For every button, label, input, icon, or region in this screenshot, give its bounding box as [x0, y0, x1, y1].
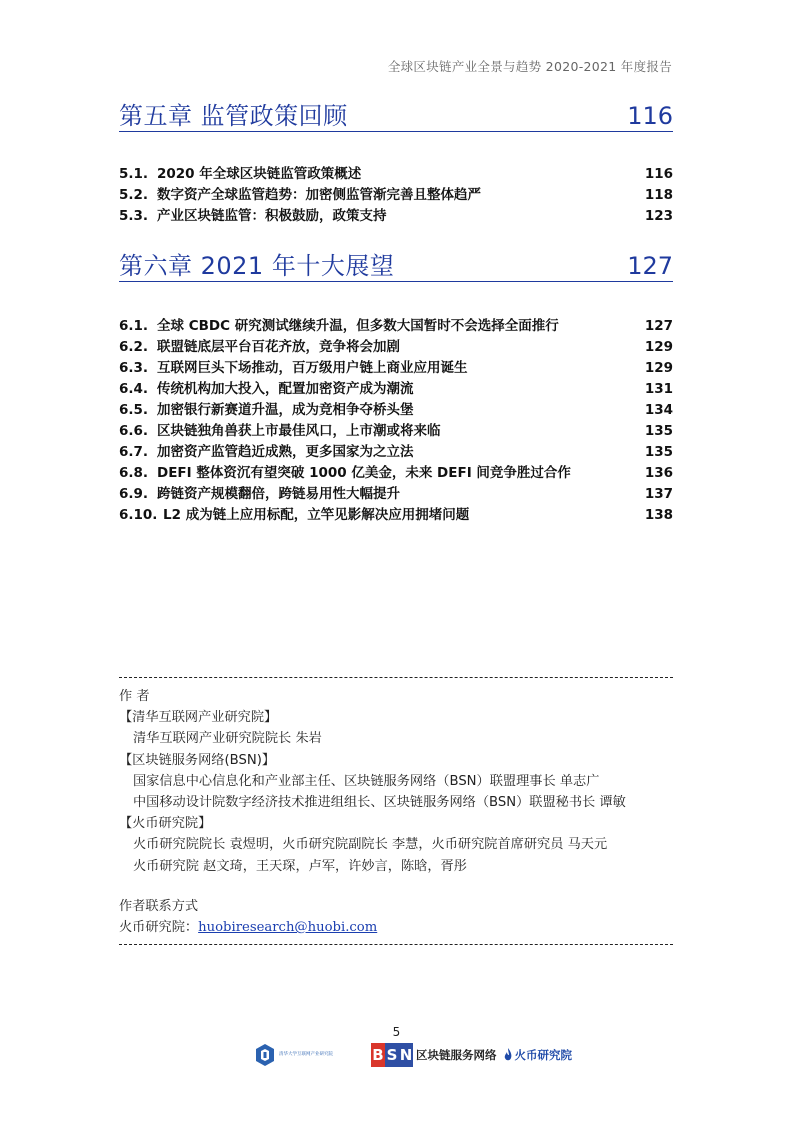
entry-number: 6.9. [119, 486, 149, 502]
entry-title: 加密资产监管趋近成熟，更多国家为之立法 [157, 444, 414, 460]
toc-section-list-5 [119, 162, 673, 225]
entry-number: 6.6. [119, 423, 149, 439]
bsn-logo [371, 1043, 497, 1067]
entry-title: 互联网巨头下场推动，百万级用户链上商业应用诞生 [157, 360, 468, 376]
entry-number: 6.3. [119, 360, 149, 376]
org-name: 【区块链服务网络(BSN)】 [119, 752, 276, 768]
huobi-logo [503, 1047, 573, 1063]
entry-title: 跨链资产规模翻倍，跨链易用性大幅提升 [157, 486, 400, 502]
toc-entry[interactable] [119, 398, 673, 419]
bsn-letter: B [371, 1043, 385, 1067]
tsinghua-emblem-icon [255, 1043, 275, 1067]
contact-heading: 作者联系方式 [119, 899, 199, 914]
entry-number: 6.5. [119, 402, 149, 418]
entry-title: 联盟链底层平台百花齐放，竞争将会加剧 [157, 339, 400, 355]
entry-number: 6.4. [119, 381, 149, 397]
authors-heading: 作 者 [119, 689, 150, 704]
page-number: 5 [392, 1025, 401, 1039]
toc-entry[interactable] [119, 503, 673, 524]
entry-title: 传统机构加大投入，配置加密资产成为潮流 [157, 381, 414, 397]
entry-number: 6.2. [119, 339, 149, 355]
entry-number: 6.1. [119, 318, 149, 334]
contact-block [119, 896, 377, 938]
toc-entry[interactable] [119, 377, 673, 398]
chapter-title: 第六章 2021 年十大展望 [119, 252, 395, 280]
toc-entry[interactable] [119, 356, 673, 377]
footer-logos [255, 1040, 572, 1070]
toc-entry[interactable] [119, 204, 673, 225]
running-header: 全球区块链产业全景与趋势 2020-2021 年度报告 [387, 59, 672, 74]
member-line: 清华互联网产业研究院院长 朱岩 [133, 731, 322, 747]
entry-page: 129 [644, 360, 673, 376]
chapter-page: 116 [627, 102, 673, 130]
chapter-title: 第五章 监管政策回顾 [119, 102, 348, 130]
member-line: 火币研究院 赵文琦，王天琛，卢军，许妙言，陈晗，胥彤 [133, 858, 467, 874]
entry-number: 5.3. [119, 208, 149, 224]
org-name: 【清华互联网产业研究院】 [119, 710, 278, 726]
entry-title: 加密银行新赛道升温，成为竞相争夺桥头堡 [157, 402, 414, 418]
entry-title: 产业区块链监管：积极鼓励，政策支持 [157, 208, 387, 224]
contact-label: 火币研究院： [119, 920, 199, 935]
toc-entry[interactable] [119, 335, 673, 356]
toc-entry[interactable] [119, 440, 673, 461]
email-link[interactable]: huobiresearch@huobi.com [198, 920, 378, 935]
entry-page: 138 [644, 507, 673, 523]
toc-section-list-6 [119, 314, 673, 524]
toc-chapter-6[interactable] [119, 247, 673, 282]
toc-entry[interactable] [119, 183, 673, 204]
entry-title: 2020 年全球区块链监管政策概述 [157, 166, 362, 182]
authors-block [119, 686, 679, 877]
bsn-label: 区块链服务网络 [416, 1048, 497, 1062]
entry-page: 116 [644, 166, 673, 182]
entry-page: 135 [644, 444, 673, 460]
bsn-mark-icon [371, 1043, 413, 1067]
tsinghua-logo-text: 清华大学互联网产业研究院 [279, 1052, 333, 1057]
entry-page: 131 [644, 381, 673, 397]
entry-title: L2 成为链上应用标配，立竿见影解决应用拥堵问题 [163, 507, 470, 523]
toc-entry[interactable] [119, 461, 673, 482]
divider-top [119, 677, 673, 678]
entry-number: 6.7. [119, 444, 149, 460]
huobi-flame-icon [503, 1048, 513, 1062]
entry-page: 118 [644, 187, 673, 203]
entry-title: DEFI 整体资沉有望突破 1000 亿美金，未来 DEFI 间竞争胜过合作 [157, 465, 571, 481]
toc-entry[interactable] [119, 482, 673, 503]
entry-page: 136 [644, 465, 673, 481]
entry-page: 123 [644, 208, 673, 224]
member-line: 火币研究院院长 袁煜明，火币研究院副院长 李慧，火币研究院首席研究员 马天元 [133, 837, 608, 853]
member-line: 中国移动设计院数字经济技术推进组组长、区块链服务网络（BSN）联盟秘书长 谭敏 [133, 795, 626, 811]
tsinghua-logo [255, 1043, 341, 1067]
toc-entry[interactable] [119, 314, 673, 335]
entry-number: 6.8. [119, 465, 149, 481]
toc-entry[interactable] [119, 162, 673, 183]
entry-number: 5.1. [119, 166, 149, 182]
entry-title: 全球 CBDC 研究测试继续升温，但多数大国暂时不会选择全面推行 [157, 318, 559, 334]
entry-page: 129 [644, 339, 673, 355]
entry-page: 137 [644, 486, 673, 502]
entry-title: 数字资产全球监管趋势：加密侧监管渐完善且整体趋严 [157, 187, 481, 203]
toc-chapter-5[interactable] [119, 97, 673, 132]
huobi-label: 火币研究院 [514, 1048, 572, 1062]
entry-number: 6.10. [119, 507, 158, 523]
bsn-letter: N [399, 1043, 413, 1067]
divider-bottom [119, 944, 673, 945]
toc-entry[interactable] [119, 419, 673, 440]
member-line: 国家信息中心信息化和产业部主任、区块链服务网络（BSN）联盟理事长 单志广 [133, 773, 600, 789]
entry-title: 区块链独角兽获上市最佳风口，上市潮或将来临 [157, 423, 441, 439]
org-name: 【火币研究院】 [119, 816, 212, 832]
entry-page: 134 [644, 402, 673, 418]
entry-page: 127 [644, 318, 673, 334]
entry-number: 5.2. [119, 187, 149, 203]
contact-line [119, 917, 377, 938]
bsn-letter: S [385, 1043, 399, 1067]
entry-page: 135 [644, 423, 673, 439]
chapter-page: 127 [627, 252, 673, 280]
